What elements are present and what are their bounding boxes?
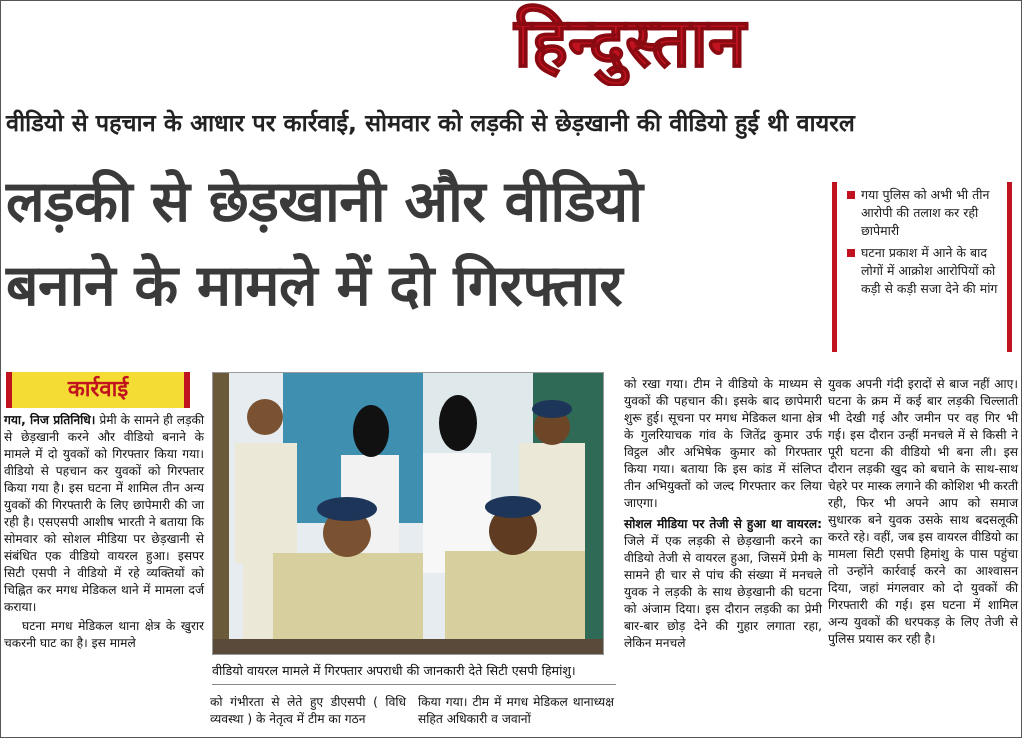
article-column-3-bottom: किया गया। टीम में मगध मेडिकल थानाध्यक्ष सहित अधिकारी व जवानों [418, 695, 614, 726]
subhead: सोशल मीडिया पर तेजी से हुआ था वायरल: [624, 517, 822, 531]
column-1-paragraph: गया, निज प्रतिनिधि। प्रेमी के सामने ही लड़की से छेड़खानी करने और वीडियो बनाने के मामले में दो युवकों को गिरफ्तार किया गया। वीडियो से पहचान कर युवकों को गिरफ्तार किया गया है। इस घटना में शामिल तीन अन्य युवकों की गिरफ्तारी के लिए छापेमारी की जा रही है। एसएसपी आशीष भारती ने बताया कि सोमवार को सोशल मीडिया पर छेड़खानी से संबंधित एक वीडियो वायरल हुआ। इसपर सिटी एसपी ने वीडियो में रहे व्यक्तियों को चिह्नित कर मगध मेडिकल थाने में मामला दर्ज कराया। [4, 413, 204, 614]
article-column-3 [624, 376, 822, 652]
masthead-logo [412, 2, 848, 86]
highlight-item: गया पुलिस को अभी भी तीन आरोपी की तलाश कर रही छापेमारी [847, 186, 1001, 240]
column-1-paragraph-2: घटना मगध मेडिकल थाना क्षेत्र के खुरार चकरनी घाट का है। इस मामले [4, 619, 204, 650]
article-column-2-bottom: को गंभीरता से लेते हुए डीएसपी ( विधि व्यवस्था ) के नेतृत्व में टीम का गठन [210, 695, 406, 726]
masthead-title: हिन्दुस्तान [514, 4, 746, 83]
article-column-1 [4, 412, 204, 652]
headline-line-1: लड़की से छेड़खानी और वीडियो [6, 169, 643, 235]
article-column-4: युवक अपनी गंदी इरादों से बाज नहीं आए। घटना के क्रम में कई बार लड़की चिल्लाती भी देखी गई और जमीन पर वह गिर भी गई। इस दौरान उन्हीं मनचले में से किसी ने पूरी घटना की वीडियो भी बना ली। इस दौरान लड़की खुद को बचाने के साथ-साथ चेहरे पर मास्क लगाने की कोशिश भी करती रही, फिर भी अपने आप को समाज सुधारक बने युवक उसके साथ बदसलूकी करते रहे। वहीं, जब इस वायरल वीडियो का मामला सिटी एसपी हिमांशु के पास पहुंचा तो उन्होंने कार्रवाई करने का आश्वासन दिया, जहां मंगलवार को दो युवकों की गिरफ्तारी की गई। इस घटना में शामिल अन्य युवकों की धरपकड़ के लिए तेजी से पुलिस प्रयास कर रही है। [828, 377, 1018, 646]
column-3-paragraph-2: सोशल मीडिया पर तेजी से हुआ था वायरल: जिले में एक लड़की से छेड़खानी करने का वीडियो तेजी से वायरल हुआ, जिसमें प्रेमी के सामने ही चार से पांच की संख्या में मनचले युवक ने लड़की के साथ छेड़खानी की घटना को अंजाम दिया। इस दौरान लड़की का प्रेमी बार-बार छोड़ देने की गुहार लगाता रहा, लेकिन मनचले [624, 517, 822, 650]
square-bullet-icon [847, 249, 855, 257]
photo-caption: वीडियो वायरल मामले में गिरफ्तार अपराधी की जानकारी देते सिटी एसपी हिमांशु। [212, 663, 576, 678]
highlight-item: घटना प्रकाश में आने के बाद लोगों में आक्रोश आरोपियों को कड़ी से कड़ी सजा देने की मांग [847, 244, 1001, 298]
square-bullet-icon [847, 191, 855, 199]
police-press-photo [213, 373, 604, 655]
column-3-paragraph: को रखा गया। टीम ने वीडियो के माध्यम से युवकों की पहचान की। इसके बाद छापेमारी शुरू हुई। सूचना पर मगध मेडिकल थाना क्षेत्र के गुलरियाचक गांव के जितेंद्र कुमार उर्फ विट्ठल और अभिषेक कुमार को गिरफ्तार किया गया। बताया कि इस कांड में संलिप्त तीन अभियुक्तों को जल्द गिरफ्तार कर लिया जाएगा। [624, 377, 822, 510]
news-photo [212, 372, 604, 655]
article-kicker: वीडियो से पहचान के आधार पर कार्रवाई, सोमवार को लड़की से छेड़खानी की वीडियो हुई थी वायरल [6, 109, 855, 137]
article-headline [6, 160, 826, 328]
dateline: गया, निज प्रतिनिधि। [4, 413, 96, 427]
headline-line-2: बनाने के मामले में दो गिरफ्तार [6, 253, 623, 319]
caption-divider [212, 684, 616, 685]
section-label: कार्रवाई [6, 372, 190, 408]
highlights-box [832, 182, 1012, 352]
